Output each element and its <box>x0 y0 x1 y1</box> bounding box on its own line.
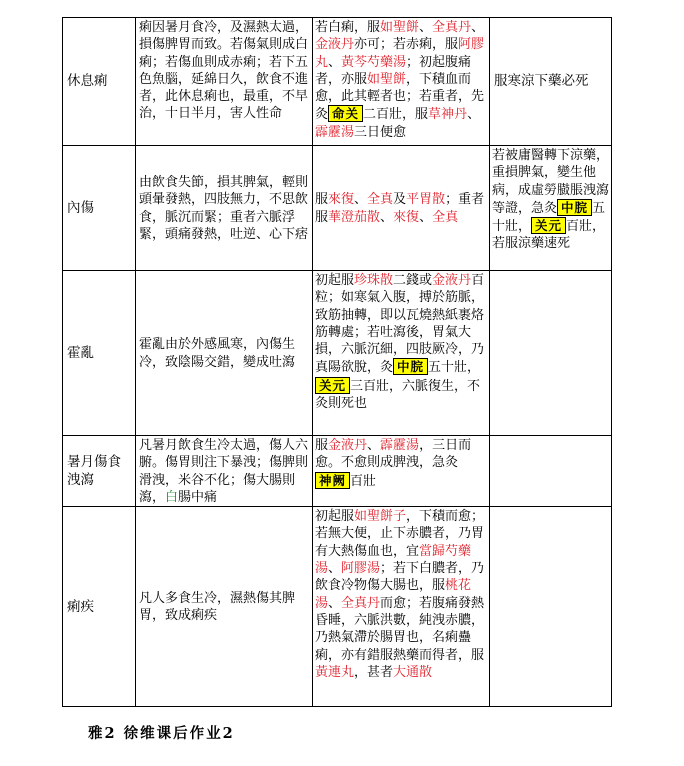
text-fragment: 、 <box>354 192 368 208</box>
text-fragment: 、 <box>471 20 485 35</box>
herbal-formula: 當歸芍藥湯 <box>315 543 472 577</box>
table-row <box>63 507 612 707</box>
text-fragment: 初起服 <box>315 509 355 525</box>
note-cell <box>490 507 612 707</box>
herbal-formula: 霹靂湯 <box>380 438 420 453</box>
text-fragment: ；重者服 <box>315 192 485 225</box>
text-fragment: 初起服 <box>315 273 355 288</box>
text-fragment: 二百壯，服 <box>363 107 429 123</box>
herbal-formula: 平胃散 <box>406 192 446 208</box>
text-fragment: 、 <box>419 20 433 35</box>
text-fragment: 亦可；若赤痢，服 <box>354 37 459 53</box>
note-cell <box>490 18 612 146</box>
table-row <box>63 18 612 146</box>
disease-name: 霍亂 <box>63 271 136 436</box>
text-fragment: 、 <box>328 561 342 577</box>
herbal-formula: 金液丹 <box>328 438 368 453</box>
herbal-formula: 黃芩芍藥湯 <box>341 54 407 70</box>
herbal-formula: 華澄茄散 <box>328 209 381 225</box>
text-fragment: 若白痢，服 <box>315 20 381 35</box>
disease-name: 休息痢 <box>63 18 136 146</box>
herbal-formula: 草神丹 <box>428 107 468 123</box>
disease-name: 痢疾 <box>63 507 136 707</box>
herbal-formula: 全真 <box>432 209 459 225</box>
cause-cell: 凡人多食生冷，濕熱傷其脾胃，致成痢疾 <box>136 507 313 707</box>
table-row <box>63 436 612 507</box>
text-fragment: 若被庸醫轉下涼藥，重損脾氣，變生他病，成虛勞臌脹洩瀉等證，急灸 <box>492 148 610 216</box>
herbal-formula: 如聖餅 <box>380 20 420 35</box>
text-fragment: 百壯，若服涼藥速死 <box>492 219 606 252</box>
text-fragment: 、 <box>328 54 342 70</box>
treatment-cell <box>313 271 490 436</box>
text-fragment: 、 <box>328 595 342 611</box>
text-fragment: 、 <box>419 209 433 225</box>
herbal-formula: 珍珠散 <box>354 273 394 288</box>
text-fragment: ；初起腹痛者，亦服 <box>315 54 472 87</box>
text-fragment: 服寒涼下藥必死 <box>494 73 589 90</box>
footer-caption: 雅2 徐维课后作业2 <box>88 725 235 742</box>
herbal-treatment-table <box>62 17 612 707</box>
herbal-formula: 大通散 <box>393 664 433 680</box>
note-cell <box>490 146 612 271</box>
text-fragment: 百壯 <box>350 473 377 489</box>
text-fragment: 三百壯，六脈復生，不灸則死也 <box>315 378 481 412</box>
text-fragment: 腸中痛 <box>178 489 218 505</box>
herbal-formula: 桃花湯 <box>315 578 472 611</box>
text-fragment: 而愈；若腹痛發熱昏睡，六脈洪數，純洩赤膿，乃熱氣滯於腸胃也，名痢蠱痢，亦有錯服熱藥而得者，服 <box>315 595 485 663</box>
treatment-cell <box>313 146 490 271</box>
text-fragment: 三日便愈 <box>354 124 407 140</box>
cause-cell <box>136 436 313 507</box>
acupoint-label: 神阙 <box>315 472 350 489</box>
note-cell <box>490 436 612 507</box>
acupoint-label: 关元 <box>531 217 566 234</box>
text-fragment: 二錢或 <box>393 273 433 288</box>
text-fragment: ；若下白膿者，乃飲食冷物傷大腸也，服 <box>315 561 485 594</box>
herbal-formula: 來復 <box>328 192 355 208</box>
text-fragment: ，三日而愈。不愈則成脾洩，急灸 <box>315 438 472 471</box>
text-fragment: 服 <box>315 192 329 208</box>
text-fragment: 凡暑月飲食生冷太過，傷人六腑。傷胃則注下暴洩；傷脾則滑洩，米谷不化；傷大腸則瀉， <box>139 438 309 505</box>
herbal-formula: 如聖餅 <box>367 71 407 87</box>
herbal-formula: 霹靂湯 <box>315 124 355 140</box>
text-fragment: 、 <box>380 209 394 225</box>
herbal-formula: 金液丹 <box>315 37 355 53</box>
acupoint-label: 中脘 <box>393 358 428 375</box>
disease-name: 內傷 <box>63 146 136 271</box>
herbal-formula: 阿膠丸 <box>315 37 485 70</box>
herbal-formula: 金液丹 <box>432 273 472 288</box>
herbal-formula: 阿膠湯 <box>341 561 381 577</box>
text-fragment: ，甚者 <box>354 664 394 680</box>
cause-cell: 霍亂由於外感風寒，內傷生冷，致陰陽交錯，變成吐瀉 <box>136 271 313 436</box>
text-fragment: 、 <box>467 107 481 123</box>
highlight-text: 白 <box>165 489 179 505</box>
text-fragment: 五十壯， <box>492 200 606 235</box>
herbal-formula: 全真丹 <box>432 20 472 35</box>
acupoint-label: 中脘 <box>557 199 592 216</box>
acupoint-label: 命关 <box>328 105 363 122</box>
text-fragment: 五十壯， <box>428 360 481 376</box>
text-fragment: 、 <box>367 438 381 453</box>
text-fragment: ，下積血而愈，此其輕者也；若重者，先灸 <box>315 71 485 123</box>
cause-cell: 痢因暑月食冷，及濕熱太過，損傷脾胃而致。若傷氣則成白痢；若傷血則成赤痢；若下五色魚腦，延綿日久，飲食不進者，此休息痢也，最重，不早治，十日半月，害人性命 <box>136 18 313 146</box>
text-fragment: 及 <box>393 192 407 208</box>
text-fragment: 百粒；如寒氣入腹，搏於筋脈，致筋抽轉，即以瓦燒熱紙裹烙筋轉處；若吐瀉後，胃氣大損，六脈沉細，四肢厥冷，乃真陽欲脫，灸 <box>315 273 485 376</box>
disease-name: 暑月傷食洩瀉 <box>63 436 136 507</box>
herbal-formula: 全真 <box>367 192 394 208</box>
herbal-formula: 來復 <box>393 209 420 225</box>
cause-cell: 由飲食失節，損其脾氣，輕則頭暈發熱，四肢無力，不思飲食，脈沉而緊；重者六脈浮緊，頭痛發熱，吐逆、心下痞 <box>136 146 313 271</box>
herbal-formula: 全真丹 <box>341 595 381 611</box>
herbal-formula: 如聖餅子 <box>354 509 407 525</box>
treatment-cell <box>313 18 490 146</box>
herbal-formula: 黃連丸 <box>315 664 355 680</box>
text-fragment: 服 <box>315 438 329 453</box>
note-cell <box>490 271 612 436</box>
table-row <box>63 146 612 271</box>
text-fragment: ，下積而愈；若無大便，止下赤膿者，乃胃有大熱傷血也，宜 <box>315 509 485 559</box>
acupoint-label: 关元 <box>315 377 350 394</box>
table-row <box>63 271 612 436</box>
treatment-cell <box>313 507 490 707</box>
treatment-cell <box>313 436 490 507</box>
